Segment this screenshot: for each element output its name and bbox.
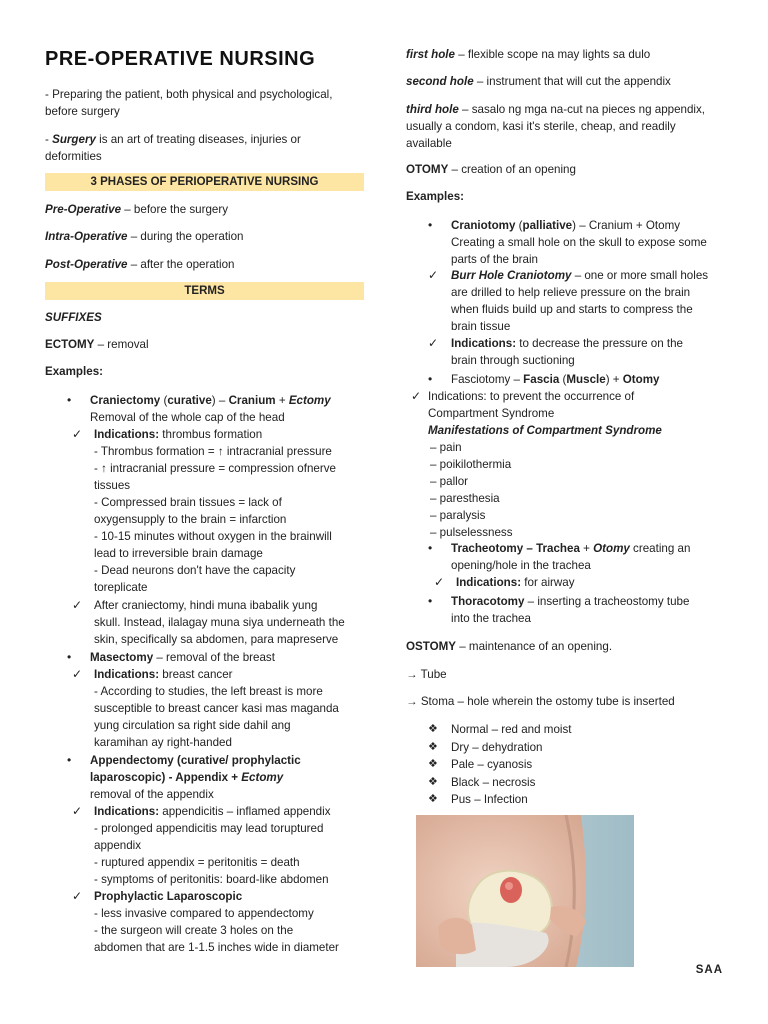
- phase-item: [45, 256, 367, 273]
- term-desc: opening/hole in the trachea: [451, 559, 591, 572]
- manifestation: – pallor: [430, 475, 469, 488]
- intro-line: before surgery: [45, 105, 120, 118]
- term-root: ) – Cranium + Otomy: [572, 219, 681, 232]
- term-name: Tracheotomy: [451, 542, 524, 555]
- term-desc: into the trachea: [451, 612, 531, 625]
- masectomy-item: [90, 649, 370, 666]
- dash: -: [45, 133, 53, 146]
- detail-line: - According to studies, the left breast is more: [94, 685, 323, 698]
- craniotomy-indications: [451, 335, 731, 369]
- tracheotomy-indications: [456, 574, 726, 591]
- stoma-color-item: Normal – red and moist: [451, 723, 572, 736]
- bullet-icon: •: [67, 393, 72, 407]
- hole-item: [406, 73, 728, 90]
- diamond-bullet-icon: ❖: [428, 793, 438, 805]
- term-type: curative: [167, 394, 212, 407]
- examples-heading: Examples:: [406, 190, 464, 203]
- hole-desc: – sasalo ng mga na-cut na pieces ng appendix,: [458, 103, 706, 116]
- stoma-line: → Stoma – hole wherein the ostomy tube is inserted: [406, 695, 675, 708]
- term-desc: parts of the brain: [451, 253, 539, 266]
- punct: (: [515, 219, 523, 232]
- check-icon: ✓: [411, 389, 422, 403]
- hole-term: third hole: [406, 103, 459, 116]
- check-icon: ✓: [428, 268, 439, 282]
- indications-label: Indications:: [94, 668, 160, 681]
- bullet-icon: •: [428, 372, 433, 386]
- check-icon: ✓: [72, 598, 83, 612]
- detail-line: - ↑ intracranial pressure = compression ofnerve: [94, 462, 336, 475]
- detail-line: lead to irreversible brain damage: [94, 547, 263, 560]
- term-name: Craniectomy: [90, 394, 161, 407]
- ostomy-illustration: [416, 815, 634, 967]
- ectomy-term: ECTOMY: [45, 338, 95, 351]
- phase-term: Pre-Operative: [45, 203, 122, 216]
- check-icon: ✓: [428, 336, 439, 350]
- surgery-desc: is an art of treating diseases, injuries or: [95, 133, 301, 146]
- intro-line: - Preparing the patient, both physical and psychological,: [45, 88, 333, 101]
- manifestation: – pulselessness: [430, 526, 513, 539]
- tube-line: → Tube: [406, 668, 447, 681]
- stoma-color-item: Pus – Infection: [451, 793, 528, 806]
- hole-term: first hole: [406, 48, 455, 61]
- bullet-icon: •: [67, 753, 72, 767]
- bullet-icon: •: [67, 650, 72, 664]
- laparoscopic-label: Prophylactic Laparoscopic: [94, 890, 243, 903]
- intro-prep: [45, 86, 367, 120]
- punct: –: [523, 542, 537, 555]
- check-icon: ✓: [72, 889, 83, 903]
- term-name: Masectomy: [90, 651, 154, 664]
- stoma-color-item: Black – necrosis: [451, 776, 536, 789]
- hole-item: [406, 46, 728, 63]
- hole-desc: available: [406, 137, 452, 150]
- term-desc: Creating a small hole on the skull to expose some: [451, 236, 707, 249]
- craniectomy-after: [94, 597, 370, 648]
- detail-line: - the surgeon will create 3 holes on the: [94, 924, 294, 937]
- detail-line: After craniectomy, hindi muna ibabalik yung: [94, 599, 318, 612]
- indications-text: Compartment Syndrome: [428, 407, 555, 420]
- appendectomy-item: [90, 752, 370, 803]
- stoma-color-item: Dry – dehydration: [451, 741, 543, 754]
- indications-text: brain through suctioning: [451, 354, 575, 367]
- term-root: Cranium: [228, 394, 276, 407]
- hole-desc: – flexible scope na may lights sa dulo: [454, 48, 651, 61]
- term-type: (curative/ prophylactic: [173, 754, 301, 767]
- bullet-icon: •: [428, 541, 433, 555]
- detail-line: - symptoms of peritonitis: board-like abdomen: [94, 873, 329, 886]
- tracheotomy-item: [451, 540, 731, 574]
- diamond-bullet-icon: ❖: [428, 758, 438, 770]
- fasciotomy-item: [451, 371, 731, 388]
- term-type: palliative: [522, 219, 573, 232]
- craniotomy-item: [451, 217, 731, 268]
- page-title: PRE-OPERATIVE NURSING: [45, 48, 316, 70]
- indications-label: Indications:: [94, 805, 160, 818]
- punct: +: [579, 542, 594, 555]
- terms-header: TERMS: [45, 282, 364, 300]
- fasciotomy-indications: [428, 388, 728, 541]
- detail-line: - ruptured appendix = peritonitis = death: [94, 856, 300, 869]
- surgery-desc: deformities: [45, 150, 102, 163]
- punct: (: [559, 373, 567, 386]
- footer-initials: SAA: [695, 964, 723, 976]
- masectomy-indications: [94, 666, 370, 751]
- burr-hole-item: [451, 267, 731, 335]
- ostomy-definition: [406, 638, 728, 655]
- phase-desc: – before the surgery: [121, 203, 229, 216]
- detail-line: - prolonged appendicitis may lead toruptured: [94, 822, 324, 835]
- otomy-definition: [406, 161, 728, 178]
- check-icon: ✓: [434, 575, 445, 589]
- thoracotomy-item: [451, 593, 731, 627]
- term-name: Craniotomy: [451, 219, 516, 232]
- diamond-bullet-icon: ❖: [428, 741, 438, 753]
- punct: +: [275, 394, 289, 407]
- term-name: Appendectomy: [90, 754, 174, 767]
- surgery-term: Surgery: [52, 133, 96, 146]
- indications-text: to decrease the pressure on the: [516, 337, 683, 350]
- term-suffix: Otomy: [593, 542, 630, 555]
- hole-item: [406, 101, 728, 152]
- term-name: Thoracotomy: [451, 595, 525, 608]
- otomy-desc: – creation of an opening: [448, 163, 576, 176]
- term-suffix: Otomy: [622, 373, 660, 386]
- detail-line: – one or more small holes: [571, 269, 709, 282]
- otomy-term: OTOMY: [406, 163, 449, 176]
- detail-line: karamihan ay right-handed: [94, 736, 232, 749]
- term-root: Fascia: [523, 373, 560, 386]
- detail-line: are drilled to help relieve pressure on the brain: [451, 286, 691, 299]
- punct: ) +: [605, 373, 623, 386]
- diamond-bullet-icon: ❖: [428, 723, 438, 735]
- indications-text: breast cancer: [159, 668, 233, 681]
- phase-desc: – after the operation: [127, 258, 235, 271]
- stoma-shape: [500, 877, 522, 903]
- detail-line: oxygensupply to the brain = infarction: [94, 513, 287, 526]
- detail-line: susceptible to breast cancer kasi mas maganda: [94, 702, 339, 715]
- manifestation: – pain: [430, 441, 462, 454]
- manifestation: – paralysis: [430, 509, 486, 522]
- manifestations-label: Manifestations of Compartment Syndrome: [428, 424, 662, 437]
- detail-line: tissues: [94, 479, 131, 492]
- check-icon: ✓: [72, 667, 83, 681]
- indications-text: for airway: [521, 576, 575, 589]
- detail-line: appendix: [94, 839, 142, 852]
- manifestation: – poikilothermia: [430, 458, 512, 471]
- bullet-icon: •: [428, 594, 433, 608]
- punct: (: [160, 394, 168, 407]
- phase-item: [45, 228, 367, 245]
- term-suffix: Ectomy: [288, 394, 331, 407]
- examples-heading: Examples:: [45, 365, 103, 378]
- phase-term: Intra-Operative: [45, 230, 128, 243]
- punct: ) –: [211, 394, 229, 407]
- detail-line: toreplicate: [94, 581, 148, 594]
- check-icon: ✓: [72, 804, 83, 818]
- manifestation: – paresthesia: [430, 492, 500, 505]
- ectomy-desc: – removal: [94, 338, 149, 351]
- appendectomy-indications: [94, 803, 370, 888]
- detail-line: yung circulation sa right side dahil ang: [94, 719, 291, 732]
- hole-desc: – instrument that will cut the appendix: [473, 75, 671, 88]
- detail-line: when fluids build up and starts to compress the: [451, 303, 693, 316]
- burr-hole-label: Burr Hole Craniotomy: [451, 269, 572, 282]
- ostomy-term: OSTOMY: [406, 640, 457, 653]
- term-desc: Removal of the whole cap of the head: [90, 411, 285, 424]
- detail-line: - Dead neurons don't have the capacity: [94, 564, 296, 577]
- detail-line: brain tissue: [451, 320, 511, 333]
- detail-line: - Compressed brain tissues = lack of: [94, 496, 282, 509]
- indications-label: Indications:: [456, 576, 522, 589]
- hole-term: second hole: [406, 75, 474, 88]
- craniectomy-indications: [94, 426, 370, 596]
- term-suffix: Ectomy: [241, 771, 284, 784]
- indications-text: Indications: to prevent the occurrence of: [428, 390, 635, 403]
- phase-term: Post-Operative: [45, 258, 128, 271]
- phase-item: [45, 201, 367, 218]
- craniectomy-item: [90, 392, 370, 426]
- ostomy-desc: – maintenance of an opening.: [456, 640, 613, 653]
- term-desc: – inserting a tracheostomy tube: [524, 595, 690, 608]
- indications-label: Indications:: [451, 337, 517, 350]
- detail-line: skull. Instead, ilalagay muna siya underneath the: [94, 616, 345, 629]
- detail-line: skin, specifically sa abdomen, para mapreserve: [94, 633, 339, 646]
- suffixes-heading: SUFFIXES: [45, 311, 102, 324]
- intro-surgery: [45, 131, 367, 165]
- indications-label: Indications:: [94, 428, 160, 441]
- term-desc: – removal of the breast: [153, 651, 275, 664]
- indications-text: appendicitis – inflamed appendix: [159, 805, 331, 818]
- left-hand: [438, 918, 476, 954]
- term-root: Muscle: [566, 373, 606, 386]
- term-desc: creating an: [629, 542, 691, 555]
- bullet-icon: •: [428, 218, 433, 232]
- laparoscopic-item: [94, 888, 370, 956]
- hole-desc: usually a condom, kasi it's sterile, cheap, and readily: [406, 120, 676, 133]
- detail-line: - 10-15 minutes without oxygen in the brainwill: [94, 530, 332, 543]
- detail-line: abdomen that are 1-1.5 inches wide in diameter: [94, 941, 339, 954]
- phase-desc: – during the operation: [127, 230, 244, 243]
- detail-line: - Thrombus formation = ↑ intracranial pressure: [94, 445, 332, 458]
- diamond-bullet-icon: ❖: [428, 776, 438, 788]
- stoma-color-item: Pale – cyanosis: [451, 758, 533, 771]
- term-desc: removal of the appendix: [90, 788, 214, 801]
- detail-line: - less invasive compared to appendectomy: [94, 907, 314, 920]
- term-root: Trachea: [536, 542, 580, 555]
- check-icon: ✓: [72, 427, 83, 441]
- ostomy-bag-photo: [416, 815, 634, 967]
- term-name: Fasciotomy –: [451, 373, 524, 386]
- phases-header: 3 PHASES OF PERIOPERATIVE NURSING: [45, 173, 364, 191]
- term-root: laparoscopic) - Appendix +: [90, 771, 242, 784]
- ectomy-definition: [45, 336, 367, 353]
- indications-text: thrombus formation: [159, 428, 263, 441]
